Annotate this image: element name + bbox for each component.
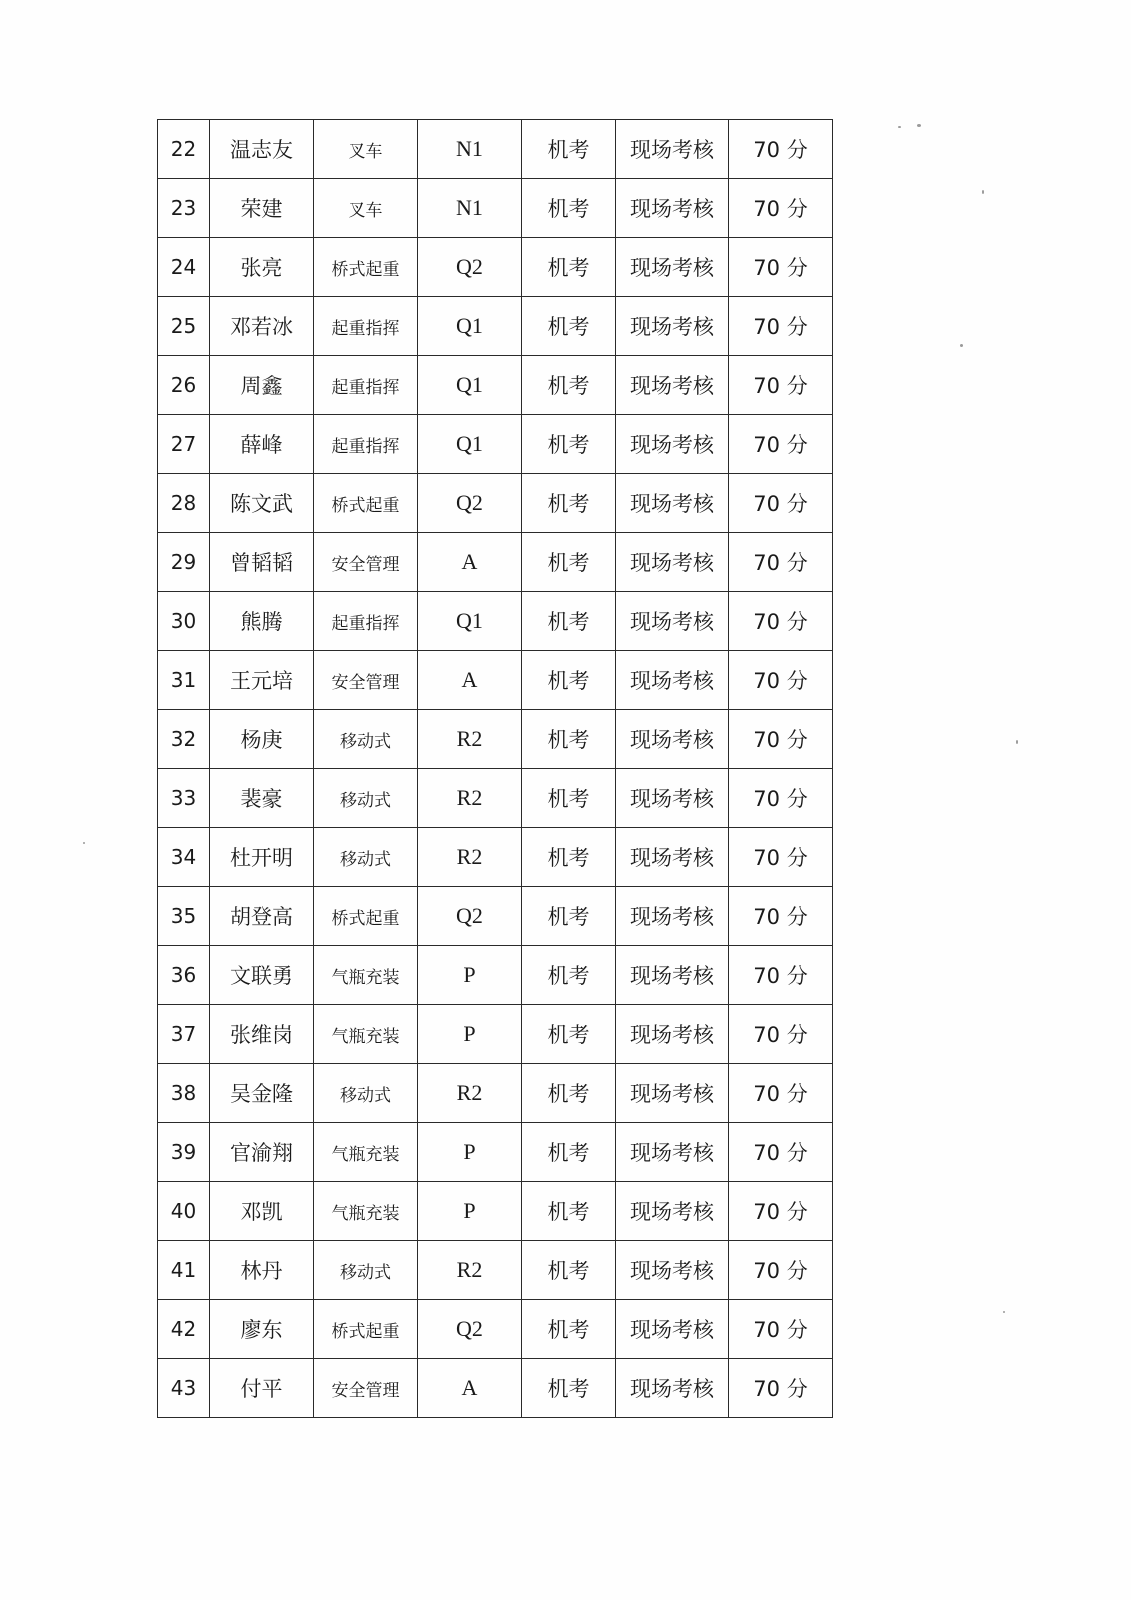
cell-name: 杜开明 xyxy=(210,828,314,887)
cell-code: Q1 xyxy=(418,356,522,415)
cell-no: 24 xyxy=(158,238,210,297)
cell-score: 70 分 xyxy=(729,1064,833,1123)
cell-practice: 现场考核 xyxy=(616,415,729,474)
cell-type: 移动式 xyxy=(314,1241,418,1300)
cell-type: 叉车 xyxy=(314,120,418,179)
cell-score: 70 分 xyxy=(729,179,833,238)
cell-type: 桥式起重 xyxy=(314,1300,418,1359)
cell-score: 70 分 xyxy=(729,356,833,415)
cell-practice: 现场考核 xyxy=(616,887,729,946)
cell-practice: 现场考核 xyxy=(616,828,729,887)
cell-theory: 机考 xyxy=(522,474,616,533)
cell-practice: 现场考核 xyxy=(616,1064,729,1123)
cell-code: N1 xyxy=(418,120,522,179)
cell-no: 32 xyxy=(158,710,210,769)
cell-code: Q1 xyxy=(418,415,522,474)
cell-type: 气瓶充装 xyxy=(314,946,418,1005)
table-row xyxy=(158,415,833,474)
cell-type: 气瓶充装 xyxy=(314,1123,418,1182)
cell-type: 起重指挥 xyxy=(314,415,418,474)
cell-name: 熊腾 xyxy=(210,592,314,651)
cell-name: 付平 xyxy=(210,1359,314,1418)
cell-no: 27 xyxy=(158,415,210,474)
cell-code: R2 xyxy=(418,1241,522,1300)
cell-code: P xyxy=(418,1123,522,1182)
cell-type: 起重指挥 xyxy=(314,592,418,651)
table-row xyxy=(158,238,833,297)
cell-name: 裴豪 xyxy=(210,769,314,828)
cell-score: 70 分 xyxy=(729,533,833,592)
cell-name: 邓凯 xyxy=(210,1182,314,1241)
cell-theory: 机考 xyxy=(522,1241,616,1300)
cell-name: 杨庚 xyxy=(210,710,314,769)
cell-practice: 现场考核 xyxy=(616,710,729,769)
cell-type: 桥式起重 xyxy=(314,887,418,946)
cell-no: 25 xyxy=(158,297,210,356)
cell-name: 胡登高 xyxy=(210,887,314,946)
cell-code: P xyxy=(418,1182,522,1241)
table-row xyxy=(158,533,833,592)
cell-name: 张维岗 xyxy=(210,1005,314,1064)
cell-type: 安全管理 xyxy=(314,1359,418,1418)
cell-practice: 现场考核 xyxy=(616,297,729,356)
cell-type: 安全管理 xyxy=(314,533,418,592)
cell-type: 气瓶充装 xyxy=(314,1182,418,1241)
cell-practice: 现场考核 xyxy=(616,120,729,179)
cell-code: P xyxy=(418,946,522,1005)
cell-code: Q1 xyxy=(418,592,522,651)
table-row xyxy=(158,710,833,769)
cell-theory: 机考 xyxy=(522,828,616,887)
cell-practice: 现场考核 xyxy=(616,592,729,651)
cell-name: 张亮 xyxy=(210,238,314,297)
cell-code: Q2 xyxy=(418,474,522,533)
cell-theory: 机考 xyxy=(522,1064,616,1123)
cell-type: 起重指挥 xyxy=(314,297,418,356)
table-row xyxy=(158,946,833,1005)
cell-name: 周鑫 xyxy=(210,356,314,415)
cell-no: 36 xyxy=(158,946,210,1005)
cell-type: 移动式 xyxy=(314,710,418,769)
cell-type: 桥式起重 xyxy=(314,238,418,297)
cell-code: R2 xyxy=(418,1064,522,1123)
table-row xyxy=(158,297,833,356)
cell-name: 官渝翔 xyxy=(210,1123,314,1182)
cell-name: 吴金隆 xyxy=(210,1064,314,1123)
cell-practice: 现场考核 xyxy=(616,651,729,710)
cell-score: 70 分 xyxy=(729,592,833,651)
cell-type: 移动式 xyxy=(314,769,418,828)
cell-code: P xyxy=(418,1005,522,1064)
cell-name: 陈文武 xyxy=(210,474,314,533)
table-row xyxy=(158,474,833,533)
cell-no: 39 xyxy=(158,1123,210,1182)
cell-practice: 现场考核 xyxy=(616,1241,729,1300)
cell-theory: 机考 xyxy=(522,1005,616,1064)
cell-score: 70 分 xyxy=(729,651,833,710)
cell-name: 荣建 xyxy=(210,179,314,238)
cell-theory: 机考 xyxy=(522,1182,616,1241)
cell-code: Q2 xyxy=(418,238,522,297)
cell-score: 70 分 xyxy=(729,1241,833,1300)
cell-theory: 机考 xyxy=(522,710,616,769)
cell-practice: 现场考核 xyxy=(616,356,729,415)
table-row xyxy=(158,887,833,946)
cell-practice: 现场考核 xyxy=(616,179,729,238)
scan-speck xyxy=(1003,1311,1005,1313)
table-row xyxy=(158,120,833,179)
cell-no: 35 xyxy=(158,887,210,946)
cell-theory: 机考 xyxy=(522,533,616,592)
exam-results-table xyxy=(157,119,833,1418)
table-row xyxy=(158,651,833,710)
cell-theory: 机考 xyxy=(522,887,616,946)
cell-practice: 现场考核 xyxy=(616,1005,729,1064)
cell-no: 28 xyxy=(158,474,210,533)
cell-name: 林丹 xyxy=(210,1241,314,1300)
cell-theory: 机考 xyxy=(522,120,616,179)
cell-type: 起重指挥 xyxy=(314,356,418,415)
cell-no: 34 xyxy=(158,828,210,887)
cell-no: 38 xyxy=(158,1064,210,1123)
cell-type: 叉车 xyxy=(314,179,418,238)
cell-practice: 现场考核 xyxy=(616,1182,729,1241)
cell-code: Q2 xyxy=(418,1300,522,1359)
cell-score: 70 分 xyxy=(729,769,833,828)
cell-practice: 现场考核 xyxy=(616,238,729,297)
cell-score: 70 分 xyxy=(729,887,833,946)
cell-theory: 机考 xyxy=(522,1123,616,1182)
table-row xyxy=(158,769,833,828)
cell-code: A xyxy=(418,533,522,592)
cell-type: 安全管理 xyxy=(314,651,418,710)
table-row xyxy=(158,1182,833,1241)
cell-score: 70 分 xyxy=(729,1123,833,1182)
cell-practice: 现场考核 xyxy=(616,946,729,1005)
cell-theory: 机考 xyxy=(522,238,616,297)
cell-theory: 机考 xyxy=(522,1359,616,1418)
table-row xyxy=(158,592,833,651)
cell-score: 70 分 xyxy=(729,1300,833,1359)
table-row xyxy=(158,1123,833,1182)
cell-no: 43 xyxy=(158,1359,210,1418)
cell-theory: 机考 xyxy=(522,592,616,651)
scan-speck xyxy=(982,190,984,194)
cell-practice: 现场考核 xyxy=(616,1300,729,1359)
cell-score: 70 分 xyxy=(729,297,833,356)
cell-no: 29 xyxy=(158,533,210,592)
cell-score: 70 分 xyxy=(729,828,833,887)
cell-practice: 现场考核 xyxy=(616,1359,729,1418)
cell-no: 42 xyxy=(158,1300,210,1359)
cell-practice: 现场考核 xyxy=(616,769,729,828)
cell-practice: 现场考核 xyxy=(616,474,729,533)
cell-practice: 现场考核 xyxy=(616,1123,729,1182)
cell-name: 廖东 xyxy=(210,1300,314,1359)
cell-theory: 机考 xyxy=(522,769,616,828)
cell-code: R2 xyxy=(418,828,522,887)
cell-theory: 机考 xyxy=(522,651,616,710)
table-row xyxy=(158,356,833,415)
cell-name: 文联勇 xyxy=(210,946,314,1005)
cell-type: 移动式 xyxy=(314,828,418,887)
cell-no: 30 xyxy=(158,592,210,651)
scan-speck xyxy=(917,124,921,127)
cell-name: 王元培 xyxy=(210,651,314,710)
cell-no: 33 xyxy=(158,769,210,828)
cell-type: 移动式 xyxy=(314,1064,418,1123)
scan-speck xyxy=(960,344,963,347)
scan-speck xyxy=(83,842,85,844)
cell-no: 26 xyxy=(158,356,210,415)
cell-code: A xyxy=(418,651,522,710)
cell-no: 31 xyxy=(158,651,210,710)
cell-theory: 机考 xyxy=(522,297,616,356)
cell-no: 23 xyxy=(158,179,210,238)
cell-type: 桥式起重 xyxy=(314,474,418,533)
cell-code: Q1 xyxy=(418,297,522,356)
scan-speck xyxy=(898,126,901,128)
cell-score: 70 分 xyxy=(729,1359,833,1418)
cell-name: 温志友 xyxy=(210,120,314,179)
cell-score: 70 分 xyxy=(729,120,833,179)
cell-no: 37 xyxy=(158,1005,210,1064)
cell-no: 40 xyxy=(158,1182,210,1241)
cell-score: 70 分 xyxy=(729,946,833,1005)
cell-theory: 机考 xyxy=(522,1300,616,1359)
cell-code: A xyxy=(418,1359,522,1418)
cell-theory: 机考 xyxy=(522,179,616,238)
cell-score: 70 分 xyxy=(729,474,833,533)
cell-score: 70 分 xyxy=(729,415,833,474)
cell-theory: 机考 xyxy=(522,356,616,415)
cell-theory: 机考 xyxy=(522,415,616,474)
cell-score: 70 分 xyxy=(729,238,833,297)
table-body xyxy=(158,120,833,1418)
cell-code: Q2 xyxy=(418,887,522,946)
cell-score: 70 分 xyxy=(729,710,833,769)
table-row xyxy=(158,1064,833,1123)
scan-speck xyxy=(1016,740,1018,744)
table-row xyxy=(158,179,833,238)
cell-code: N1 xyxy=(418,179,522,238)
cell-name: 薛峰 xyxy=(210,415,314,474)
table-row xyxy=(158,1241,833,1300)
cell-name: 邓若冰 xyxy=(210,297,314,356)
table-row xyxy=(158,1300,833,1359)
cell-score: 70 分 xyxy=(729,1182,833,1241)
cell-no: 22 xyxy=(158,120,210,179)
cell-practice: 现场考核 xyxy=(616,533,729,592)
cell-code: R2 xyxy=(418,769,522,828)
table-row xyxy=(158,1005,833,1064)
table-row xyxy=(158,828,833,887)
cell-no: 41 xyxy=(158,1241,210,1300)
cell-name: 曾韬韬 xyxy=(210,533,314,592)
cell-type: 气瓶充装 xyxy=(314,1005,418,1064)
table-row xyxy=(158,1359,833,1418)
cell-score: 70 分 xyxy=(729,1005,833,1064)
cell-theory: 机考 xyxy=(522,946,616,1005)
cell-code: R2 xyxy=(418,710,522,769)
